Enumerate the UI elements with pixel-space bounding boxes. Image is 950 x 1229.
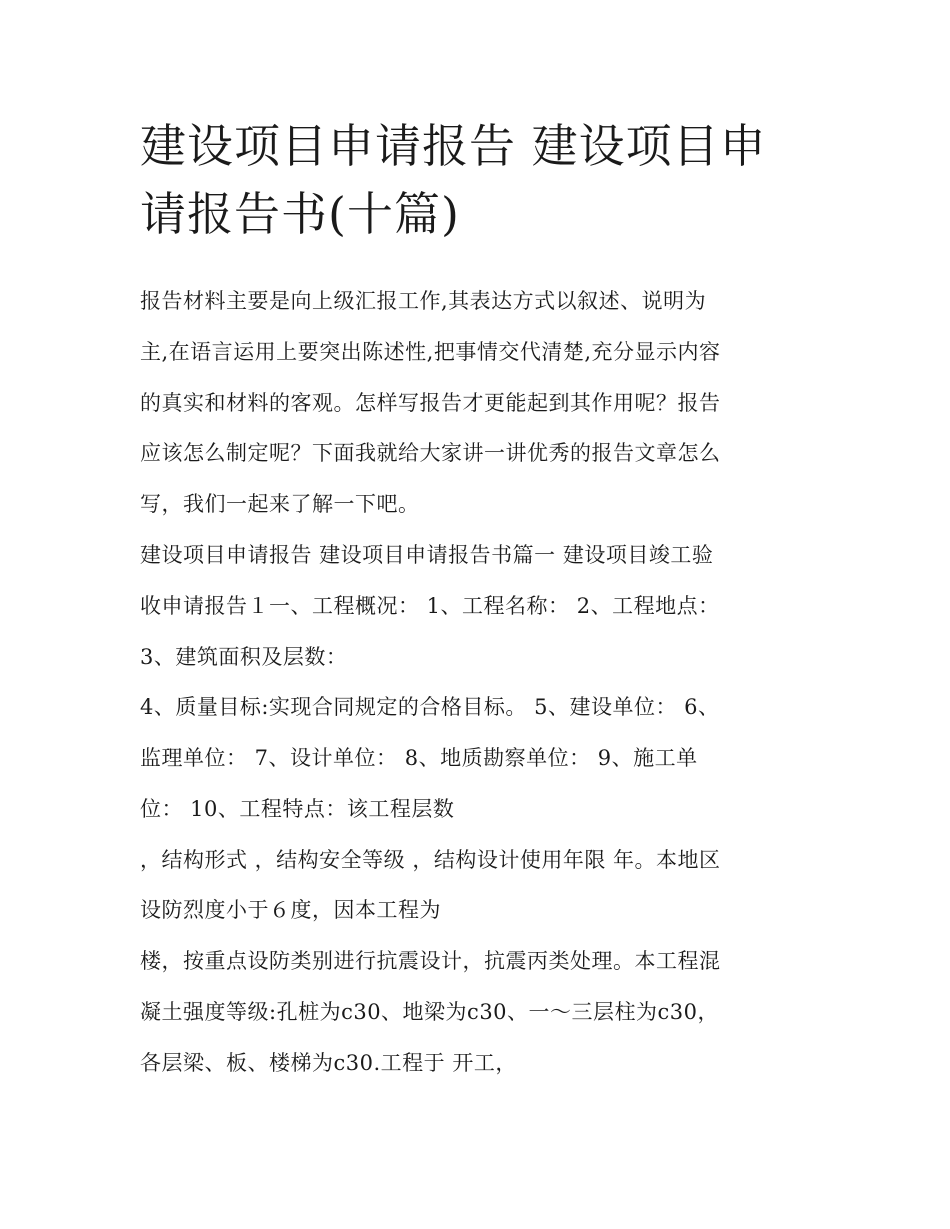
body-line: 应该怎么制定呢？下面我就给大家讲一讲优秀的报告文章怎么 [140,441,721,465]
body-line: 建设项目申请报告 建设项目申请报告书篇一 建设项目竣工验 [140,543,714,567]
body-line: 收申请报告１一、工程概况： 1、工程名称： 2、工程地点： [140,594,720,618]
body-line: 各层梁、板、楼梯为c30.工程于 开工， [140,1051,517,1075]
body-line: 主,在语言运用上要突出陈述性,把事情交代清楚,充分显示内容 [140,340,721,364]
body-line: 楼，按重点设防类别进行抗震设计，抗震丙类处理。本工程混 [140,949,721,973]
body-line: 监理单位： 7、设计单位： 8、地质勘察单位： 9、施工单 [140,746,698,770]
body-line: 4、质量目标:实现合同规定的合格目标。 5、建设单位： 6、 [140,695,720,719]
title-line: 请报告书(十篇) [140,187,460,241]
title-line: 建设项目申请报告 建设项目申 [140,119,767,173]
body-line: 设防烈度小于６度，因本工程为 [140,898,441,922]
body-line: 凝土强度等级:孔桩为c30、地梁为c30、一～三层柱为c30， [140,1000,720,1024]
body-line: 写，我们一起来了解一下吧。 [140,492,420,516]
body-line: ，结构形式 ，结构安全等级 ，结构设计使用年限 年。本地区 [140,848,721,872]
body-line: 报告材料主要是向上级汇报工作,其表达方式以叙述、说明为 [140,289,707,313]
body-line: 的真实和材料的客观。怎样写报告才更能起到其作用呢？报告 [140,391,721,415]
document-title [140,112,820,248]
body-line: 位： 10、工程特点：该工程层数 [140,797,455,821]
body-line: 3、建筑面积及层数： [140,645,348,669]
